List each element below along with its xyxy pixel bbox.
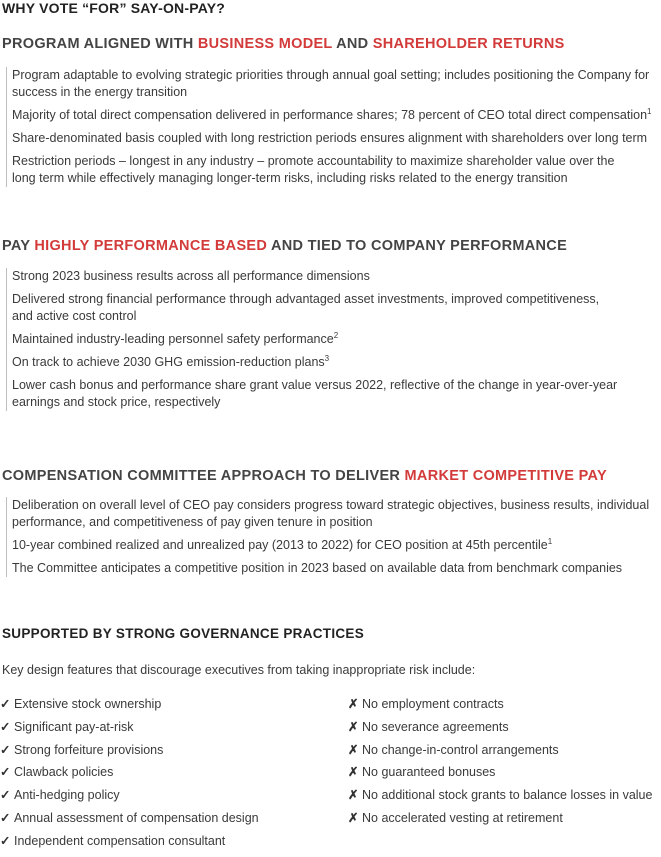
- list-item: Deliberation on overall level of CEO pay considers progress toward strategic objectives, business results, individual performance, and competitiveness of pay given tenure in position: [12, 498, 650, 529]
- cross-icon: ✗: [348, 719, 359, 734]
- cross-icon: ✗: [348, 810, 359, 825]
- governance-no-list: [348, 697, 652, 834]
- list-item: Lower cash bonus and performance share grant value versus 2022, reflective of the change in year-over-year earnings and stock price, respectively: [12, 378, 618, 409]
- section-heading-market-pay: [2, 468, 607, 484]
- section-heading-performance: [2, 238, 567, 254]
- check-icon: ✓: [0, 719, 11, 734]
- footnote-marker: 3: [324, 353, 330, 363]
- check-icon: ✓: [0, 810, 11, 825]
- section-heading-governance: [2, 626, 364, 641]
- list-item: ✓ Annual assessment of compensation design: [0, 810, 259, 825]
- cross-icon: ✗: [348, 765, 359, 780]
- footnote-marker: 1: [647, 106, 652, 116]
- heading-highlight: HIGHLY PERFORMANCE BASED: [34, 238, 268, 254]
- section-items-business-model: [6, 67, 661, 187]
- heading-part: PAY: [2, 238, 35, 254]
- cross-icon: ✗: [348, 742, 359, 757]
- list-item: ✓ Significant pay-at-risk: [0, 719, 134, 734]
- list-item: ✓ Strong forfeiture provisions: [0, 742, 164, 757]
- list-item: Delivered strong financial performance through advantaged asset investments, improved competitiveness, and active cost control: [12, 292, 600, 323]
- heading-highlight: SHAREHOLDER RETURNS: [372, 36, 565, 52]
- heading-part: PROGRAM ALIGNED WITH: [2, 36, 198, 52]
- list-item: ✗ No additional stock grants to balance losses in value: [348, 788, 653, 803]
- cross-icon: ✗: [348, 697, 359, 711]
- check-icon: ✓: [0, 788, 11, 803]
- list-item: ✗ No accelerated vesting at retirement: [348, 810, 563, 825]
- cross-icon: ✗: [348, 788, 359, 803]
- list-item: ✗ No guaranteed bonuses: [348, 765, 496, 780]
- list-item: Strong 2023 business results across all performance dimensions: [12, 269, 370, 283]
- footnote-marker: 1: [547, 536, 553, 546]
- list-item: The Committee anticipates a competitive position in 2023 based on available data from benchmark companies: [12, 561, 623, 575]
- check-icon: ✓: [0, 833, 11, 848]
- list-item: Majority of total direct compensation delivered in performance shares; 78 percent of CEO total direct compensation$^1$: [12, 106, 652, 122]
- section-heading-business-model: [2, 36, 565, 52]
- section-items-performance: [6, 268, 661, 411]
- heading-part: SUPPORTED BY STRONG GOVERNANCE PRACTICES: [2, 626, 365, 641]
- heading-part: COMPENSATION COMMITTEE APPROACH TO DELIVER: [2, 468, 405, 484]
- governance-yes-list: [0, 697, 259, 857]
- footnote-marker: 2: [333, 330, 339, 340]
- list-item: ✗ No change-in-control arrangements: [348, 742, 559, 757]
- list-item: 10-year combined realized and unrealized pay (2013 to 2022) for CEO position at 45th percentile$^1$: [12, 536, 553, 552]
- list-item: Share-denominated basis coupled with long restriction periods ensures alignment with shareholders over long term: [12, 131, 648, 145]
- governance-intro: Key design features that discourage executives from taking inappropriate risk include:: [2, 663, 476, 677]
- list-item: Restriction periods – longest in any industry – promote accountability to maximize shareholder value over the long term while effectively managing longer-term risks, including risks related to the energy transition: [12, 154, 615, 185]
- check-icon: ✓: [0, 697, 11, 711]
- heading-highlight: MARKET COMPETITIVE PAY: [404, 468, 607, 484]
- check-icon: ✓: [0, 765, 11, 780]
- heading-part: AND: [332, 36, 373, 52]
- heading-part: AND TIED TO COMPANY PERFORMANCE: [267, 238, 568, 254]
- page-title: WHY VOTE “FOR” SAY-ON-PAY?: [2, 0, 226, 16]
- list-item: ✓ Independent compensation consultant: [0, 833, 226, 848]
- list-item: ✓ Anti-hedging policy: [0, 788, 120, 803]
- list-item: Maintained industry-leading personnel safety performance$^2$: [12, 330, 339, 346]
- list-item: ✓ Clawback policies: [0, 765, 114, 780]
- check-icon: ✓: [0, 742, 11, 757]
- list-item: ✗ No severance agreements: [348, 719, 509, 734]
- list-item: Program adaptable to evolving strategic priorities through annual goal setting; includes positioning the Company for success in the energy transition: [12, 68, 650, 99]
- list-item: ✓ Extensive stock ownership: [0, 697, 162, 711]
- list-item: On track to achieve 2030 GHG emission-reduction plans$^3$: [12, 353, 330, 369]
- section-items-market-pay: [6, 497, 661, 577]
- heading-highlight: BUSINESS MODEL: [197, 36, 333, 52]
- list-item: ✗ No employment contracts: [348, 697, 504, 711]
